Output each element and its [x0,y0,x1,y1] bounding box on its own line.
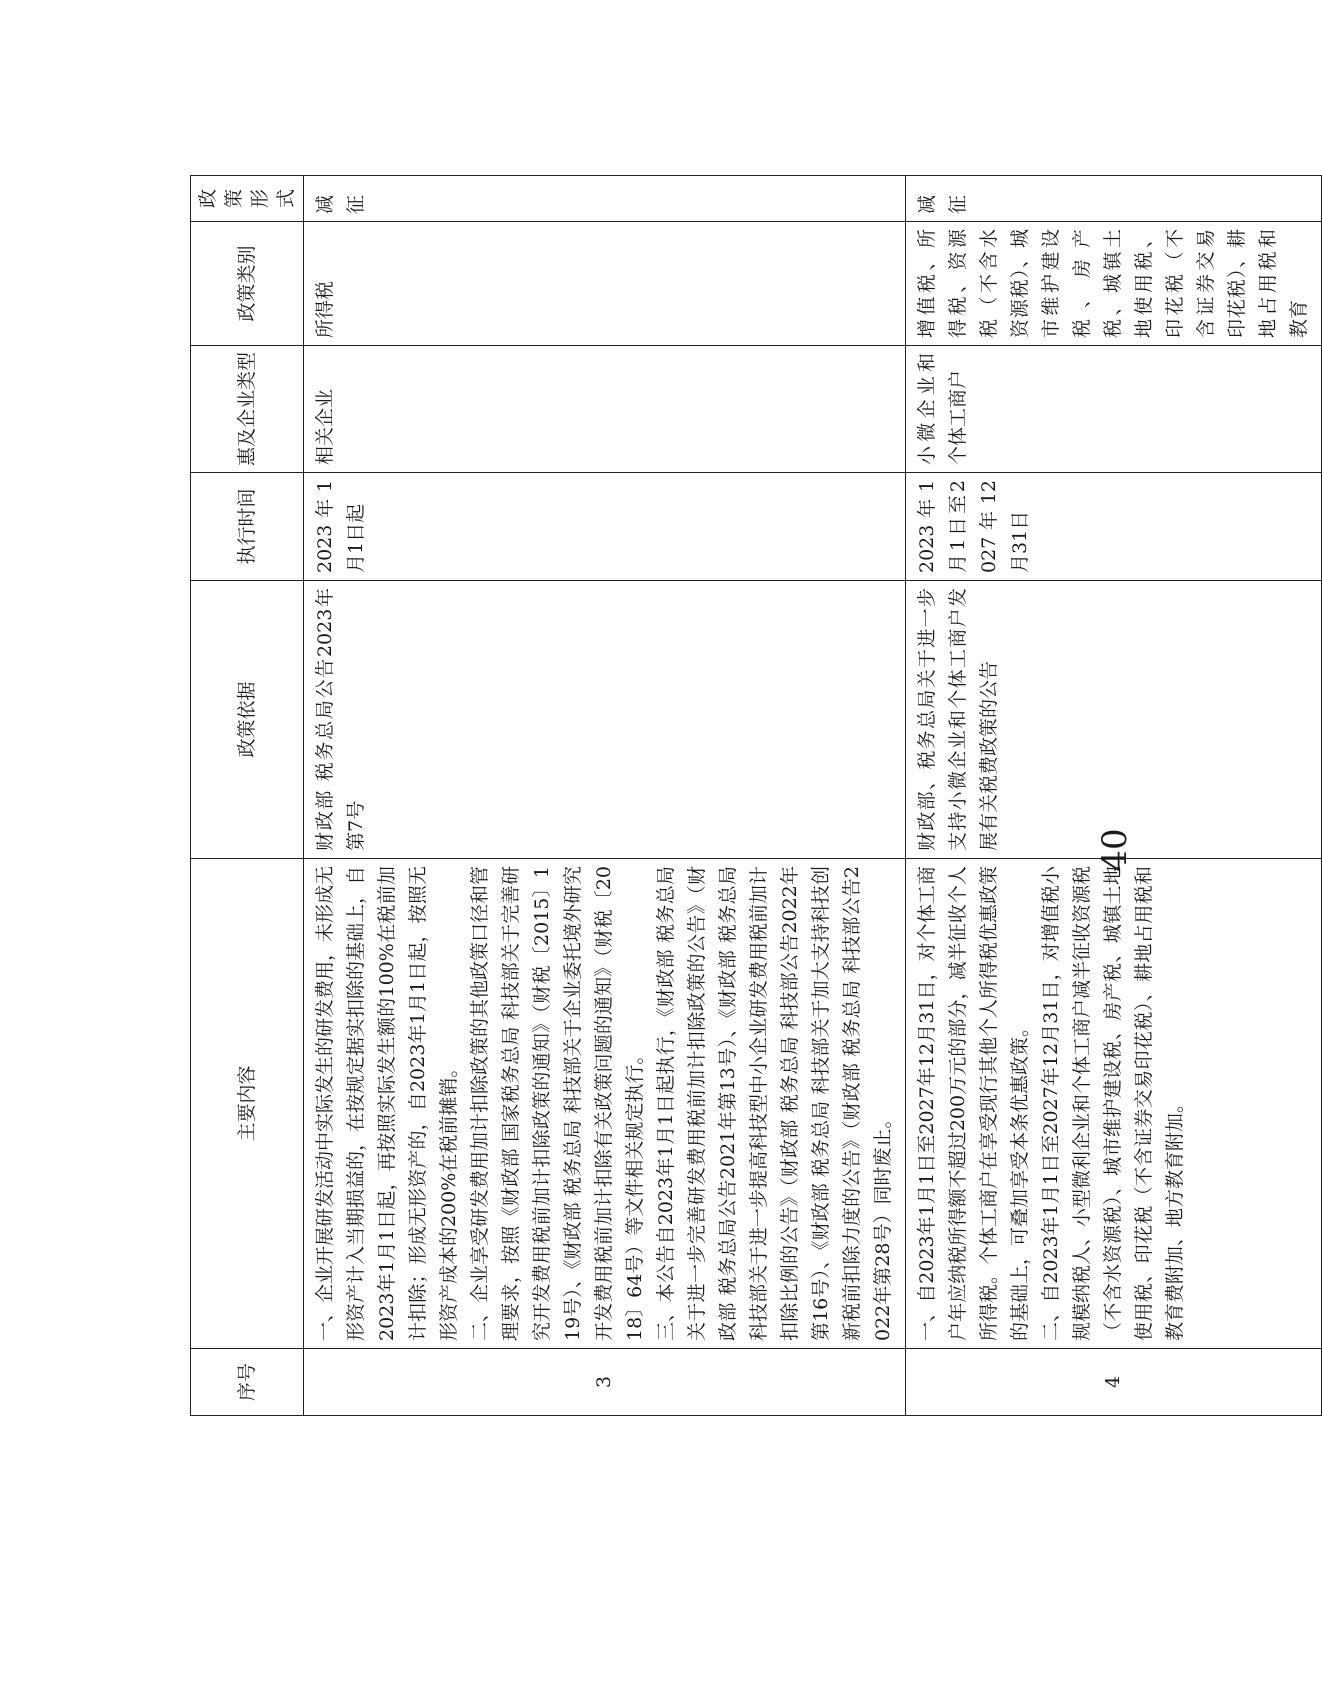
row-content [304,859,906,1349]
header-seq: 序号 [191,1349,304,1416]
content-paragraph: 二、自2023年1月1日至2027年12月31日，对增值税小规模纳税人、小型微利企业和个体工商户减半征收资源税（不含水资源税）、城市维护建设税、房产税、城镇土地使用税、印花税（不含证券交易印花税）、耕地占用税和教育费附加、地方教育附加。 [1040,865,1186,1341]
row-time: 2023年1月1日起 [304,473,906,581]
header-beneficiary: 惠及企业类型 [191,346,304,473]
content-paragraph: 二、企业享受研发费用加计扣除政策的其他政策口径和管理要求，按照《财政部 国家税务总局 科技部关于完善研究开发费用税前加计扣除政策的通知》（财税〔2015〕119号）、《财政部 税务总局 科技部关于企业委托境外研究开发费用税前加计扣除有关政策问题的通知》（财税〔2018〕64号）等文件相关规定执行。 [469,865,646,1341]
row-category: 所得税 [304,222,906,346]
row-time: 2023年1月1日至2027年12月31日 [906,473,1322,581]
page-number: 40 [1095,828,1135,872]
header-form: 政策形式 [191,176,304,222]
row-category: 增值税、所得税、资源税（不含水资源税）、城市维护建设税、房产税、城镇土地使用税、印花税（不含证券交易印花税）、耕地占用税和教育 [906,222,1322,346]
header-row [191,176,304,1416]
content-paragraph: 一、企业开展研发活动中实际发生的研发费用，未形成无形资产计入当期损益的，在按规定据实扣除的基础上，自2023年1月1日起，再按照实际发生额的100%在税前加计扣除；形成无形资产的，自2023年1月1日起，按照无形资产成本的200%在税前摊销。 [314,865,460,1341]
row-form: 减征 [906,176,1322,222]
content-paragraph: 三、本公告自2023年1月1日起执行，《财政部 税务总局关于进一步完善研发费用税前加计扣除政策的公告》（财政部 税务总局公告2021年第13号）、《财政部 税务总局 科技部关于进一步提高科技型中小企业研发费用税前加计扣除比例的公告》（财政部 税务总局 科技部公告2022年第16号）、《财政部 税务总局 科技部关于加大支持科技创新税前扣除力度的公告》（财政部 税务总局 科技部公告2022年第28号）同时废止。 [655,865,894,1341]
content-paragraph: 一、自2023年1月1日至2027年12月31日，对个体工商户年应纳税所得额不超过200万元的部分，减半征收个人所得税。个体工商户在享受现行其他个人所得税优惠政策的基础上，可叠加享受本条优惠政策。 [916,865,1031,1341]
row-beneficiary: 小微企业和个体工商户 [906,346,1322,473]
row-seq: 4 [906,1349,1322,1416]
row-form: 减征 [304,176,906,222]
table-row [906,176,1322,1416]
row-content [906,859,1322,1349]
header-content: 主要内容 [191,859,304,1349]
row-basis: 财政部 税务总局公告2023年第7号 [304,581,906,859]
row-beneficiary: 相关企业 [304,346,906,473]
row-basis: 财政部、税务总局关于进一步支持小微企业和个体工商户发展有关税费政策的公告 [906,581,1322,859]
row-seq: 3 [304,1349,906,1416]
policy-table [190,175,1322,1416]
header-category: 政策类别 [191,222,304,346]
table-row [304,176,906,1416]
header-basis: 政策依据 [191,581,304,859]
header-time: 执行时间 [191,473,304,581]
